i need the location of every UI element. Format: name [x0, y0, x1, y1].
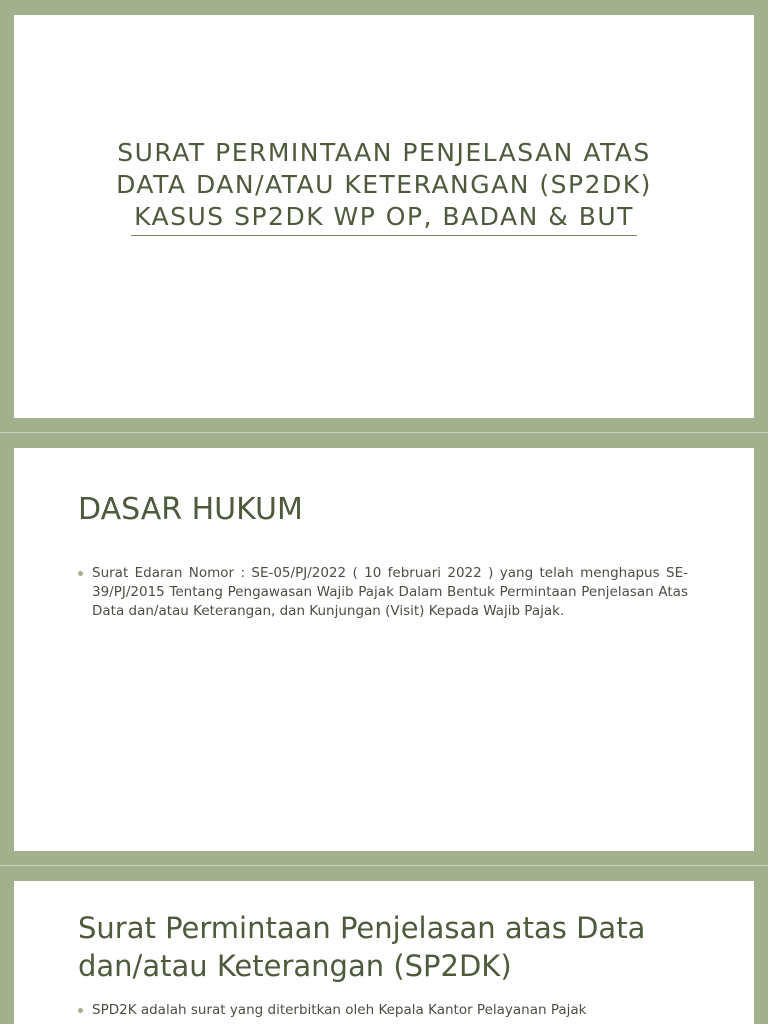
slide-3	[14, 881, 754, 1024]
slide-2	[14, 448, 754, 851]
slide-divider	[0, 865, 768, 866]
bullet-text: SPD2K adalah surat yang diterbitkan oleh Kepala Kantor Pelayanan Pajak	[92, 1002, 587, 1018]
list-item	[78, 1001, 688, 1020]
title-line-1: SURAT PERMINTAAN PENJELASAN ATAS	[117, 138, 651, 167]
bullet-icon	[78, 1008, 83, 1013]
list-item	[78, 564, 688, 621]
bullet-list	[78, 564, 688, 621]
slide-title	[14, 137, 754, 236]
title-line-3: KASUS SP2DK WP OP, BADAN & BUT	[131, 201, 637, 236]
slide-1	[14, 15, 754, 418]
bullet-list	[78, 1001, 688, 1020]
bullet-icon	[78, 571, 83, 576]
title-line-2: DATA DAN/ATAU KETERANGAN (SP2DK)	[116, 170, 652, 199]
slide-heading: DASAR HUKUM	[78, 492, 303, 527]
bullet-text: Surat Edaran Nomor : SE-05/PJ/2022 ( 10 februari 2022 ) yang telah menghapus SE-39/PJ/2015 Tentang Pengawasan Wajib Pajak Dalam Bentuk Permintaan Penjelasan Atas Data dan/atau Keterangan, dan Kunjungan (Visit) Kepada Wajib Pajak.	[92, 565, 688, 619]
slide-divider	[0, 432, 768, 433]
slide-heading: Surat Permintaan Penjelasan atas Data dan/atau Keterangan (SP2DK)	[78, 911, 646, 983]
